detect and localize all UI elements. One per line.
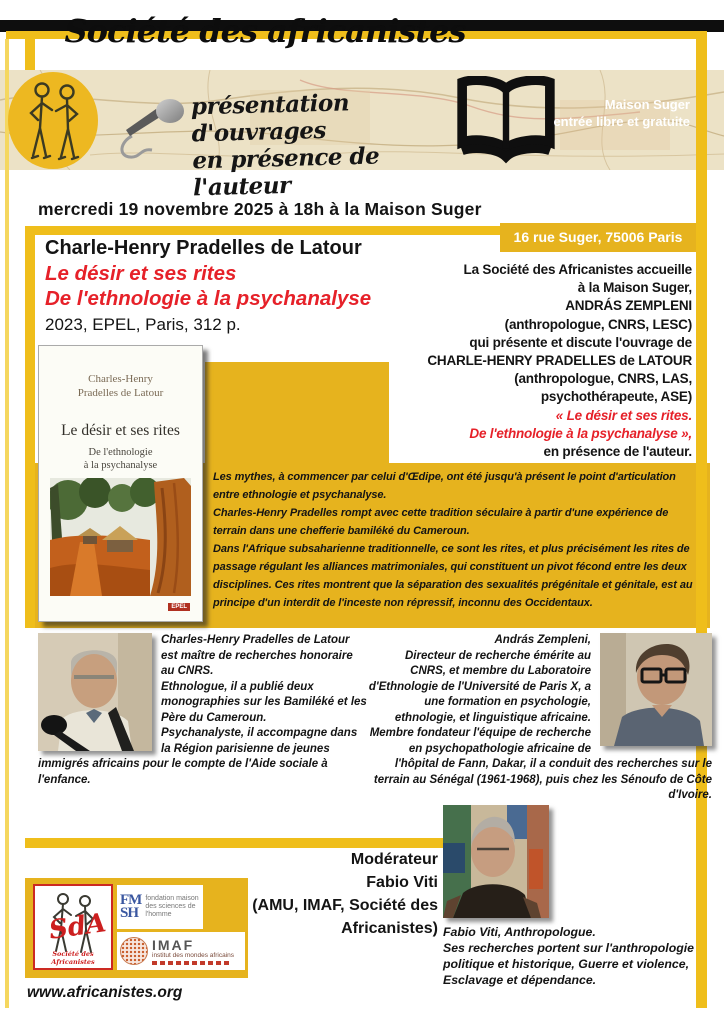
- book-title-line2: De l'ethnologie à la psychanalyse: [45, 287, 372, 310]
- cover-subtitle-line2: à la psychanalyse: [83, 460, 158, 471]
- cover-author: [39, 372, 202, 400]
- announcement-line: (anthropologue, CNRS, LAS,: [514, 371, 692, 387]
- announcement-line: La Société des Africanistes accueille: [463, 262, 692, 277]
- venue-entry: entrée libre et gratuite: [553, 114, 690, 129]
- imaf-red-line: [152, 961, 230, 965]
- announcement-line: en présence de l'auteur.: [543, 444, 692, 460]
- sda-monogram: SdA: [47, 908, 108, 946]
- moderator-caption-line1: Fabio Viti, Anthropologue.: [443, 925, 596, 939]
- cover-photo-village: [50, 478, 191, 596]
- bio-paragraph: Ethnologue, il a publié deux monographies sur les Bamiléké et les Père du Cameroun.: [161, 680, 367, 724]
- fmsh-monogram-bottom: SH: [120, 905, 139, 921]
- bio-pradelles: [38, 633, 368, 788]
- announcement-line: CHARLE-HENRY PRADELLES de LATOUR: [427, 353, 692, 369]
- announcement-column: [400, 261, 692, 461]
- cover-subtitle: [39, 446, 202, 472]
- venue-name: Maison Suger: [604, 97, 690, 112]
- announcement-line: psychothérapeute, ASE): [540, 389, 692, 405]
- yellow-frame-left-lower: [25, 226, 35, 628]
- yellow-mid-block: [205, 362, 389, 466]
- website-url: www.africanistes.org: [27, 984, 183, 1001]
- moderator-caption-line2: Ses recherches portent sur l'anthropologie politique et historique, Guerre et violence, Esclavage et dépendance.: [443, 941, 694, 987]
- venue-note: [544, 96, 690, 130]
- fabio-photo: [443, 805, 549, 918]
- pradelles-photo: [38, 633, 152, 751]
- event-date: mercredi 19 novembre 2025 à 18h à la Maison Suger: [38, 199, 482, 219]
- imaf-circle-icon: [120, 937, 148, 965]
- zempleni-photo: [600, 633, 712, 746]
- fmsh-caption: fondation maison des sciences de l'homme: [145, 895, 199, 918]
- announcement-line: ANDRÁS ZEMPLENI: [565, 298, 692, 314]
- yellow-frame-left-thin: [5, 39, 9, 1008]
- abstract-paragraph: Dans l'Afrique subsaharienne traditionnelle, ce sont les rites, et plus précisément les rites de passage régulant les alliances matrimoniales, qui constituent un pivot fécond entre les deux disciplines. Ces rites montrent que la séparation des sexualités prégénitale et génitale, est au principe d'un interdit de l'inceste non répressif, inconnu des Occidentaux.: [213, 543, 693, 609]
- book-title-line1: Le désir et ses rites: [45, 262, 237, 285]
- fmsh-monogram: [120, 894, 141, 920]
- imaf-name: IMAF: [152, 936, 195, 953]
- abstract-paragraph: Les mythes, à commencer par celui d'Œdipe, ont été jusqu'à présent le point d'articulation entre ethnologie et psychanalyse.: [213, 471, 676, 501]
- bio-paragraph: Directeur de recherche émérite au CNRS, et membre du Laboratoire d'Ethnologie de l'Université de Paris X, a une formation en psychologie, ethnologie, et linguistique africaine.: [368, 649, 591, 724]
- book-author-heading: Charle-Henry Pradelles de Latour: [45, 237, 362, 259]
- society-masthead: Société des africanistes: [64, 12, 466, 50]
- abstract-paragraph: Charles-Henry Pradelles rompt avec cette tradition séculaire à partir d'une expérience de terrain dans une chefferie bamiléké du Cameroun.: [213, 507, 669, 537]
- cover-publisher-mark: EPEL: [168, 603, 190, 611]
- fmsh-logo: [117, 885, 203, 929]
- imaf-text: [152, 938, 234, 965]
- sda-caption: Société des Africanistes: [51, 950, 95, 966]
- yellow-title-rule: [25, 226, 507, 235]
- banner-script: [191, 87, 454, 202]
- moderator-caption: [443, 924, 711, 988]
- fmsh-monogram-top: FM: [120, 892, 142, 908]
- announcement-line: (anthropologue, CNRS, LESC): [504, 316, 692, 332]
- abstract-text: [213, 468, 700, 612]
- moderator-affiliation: (AMU, IMAF, Société des Africanistes): [252, 897, 438, 937]
- moderator-label: Modérateur: [350, 851, 438, 868]
- bio-paragraph: András Zempleni,: [494, 634, 591, 646]
- book-cover: [38, 345, 203, 622]
- imaf-caption: institut des mondes africains: [152, 951, 235, 959]
- announcement-line: à la Maison Suger,: [577, 280, 692, 296]
- banner-script-line2: en présence de l'auteur: [192, 142, 380, 202]
- cover-author-line2: Pradelles de Latour: [77, 387, 164, 399]
- bio-zempleni: [368, 633, 712, 804]
- cover-author-line1: Charles-Henry: [88, 373, 153, 385]
- bio-paragraph: Psychanalyste, il accompagne dans la Région parisienne de jeunes immigrés africains pour le compte de l'Aide sociale à l'enfance.: [38, 727, 358, 786]
- banner-script-line1: présentation d'ouvrages: [190, 89, 350, 148]
- africanistes-figures-icon: [8, 72, 98, 169]
- microphone-icon: [112, 96, 194, 171]
- cover-subtitle-line1: De l'ethnologie: [88, 447, 153, 458]
- moderator-name: Fabio Viti: [366, 874, 438, 891]
- bio-paragraph: Charles-Henry Pradelles de Latour est maître de recherches honoraire au CNRS.: [161, 634, 353, 677]
- cover-title: Le désir et ses rites: [61, 422, 180, 439]
- announcement-line-red: De l'ethnologie à la psychanalyse »,: [469, 425, 692, 441]
- book-edition: 2023, EPEL, Paris, 312 p.: [45, 315, 241, 334]
- moderator-block: [198, 848, 438, 940]
- bio-paragraph: Membre fondateur l'équipe de recherche en psychopathologie africaine de l'hôpital de Fann, Dakar, il a conduit des recherches sur le terrain au Sénégal (1961-1968), puis chez les Sénoufo de Côte d'Ivoire.: [369, 727, 712, 801]
- sda-logo: [33, 884, 113, 970]
- announcement-line-red: « Le désir et ses rites.: [555, 407, 692, 423]
- announcement-line: qui présente et discute l'ouvrage de: [469, 334, 692, 350]
- address-badge: 16 rue Suger, 75006 Paris: [500, 223, 696, 252]
